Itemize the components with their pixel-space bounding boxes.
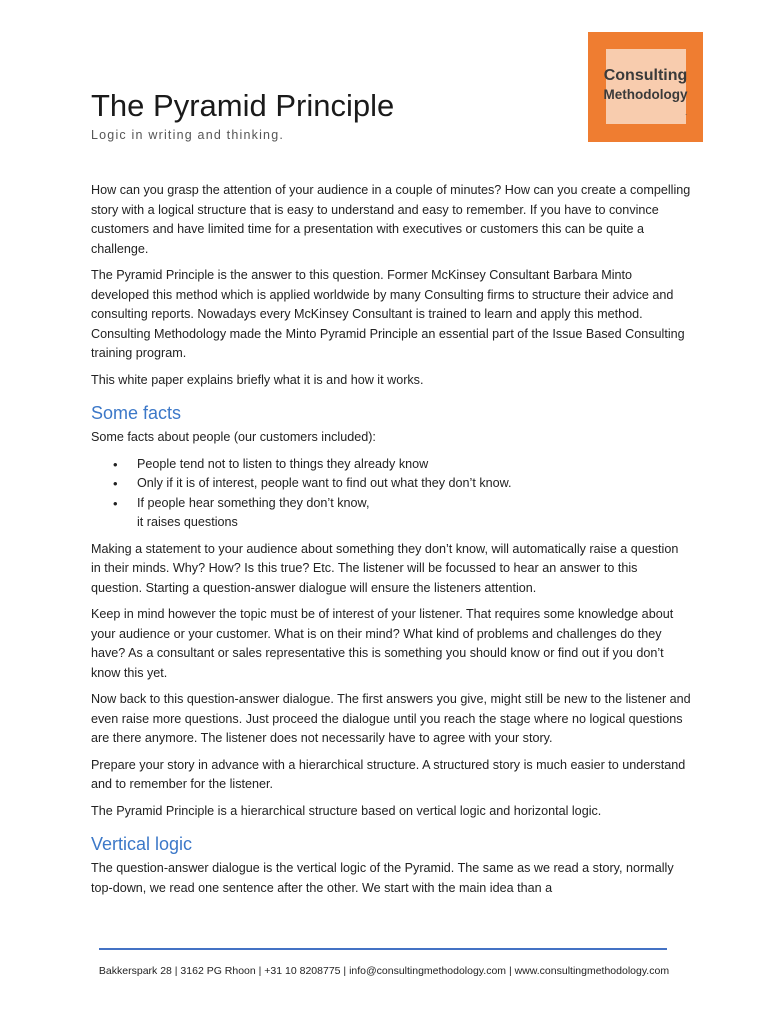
facts-paragraph-2: Keep in mind however the topic must be of interest of your listener. That requires some knowledge about your audience or your customer. What is on their mind? What kind of problems and challenges do they have? As a consultant or sales representative this is something you should know or find out if you don’t know this yet. bbox=[91, 607, 674, 680]
facts-paragraph-1: Making a statement to your audience about something they don’t know, will automatically raise a question in their minds. Why? How? Is this true? Etc. The listener will be focussed to hear an answer to this question. Starting a question-answer dialogue will ensure the listeners attention. bbox=[91, 541, 679, 595]
section-heading-some-facts: Some facts bbox=[91, 403, 182, 423]
footer-divider bbox=[99, 948, 667, 950]
intro-paragraph-2: The Pyramid Principle is the answer to this question. Former McKinsey Consultant Barbara Minto developed this method which is applied worldwide by many Consulting firms to structure their advice and consulting reports. Nowadays every McKinsey Consultant is trained to learn and apply this method. Consulting Methodology made the Minto Pyramid Principle an essential part of the Issue Based Consulting training program. bbox=[91, 268, 685, 360]
company-logo bbox=[588, 32, 703, 142]
bullet-icon: • bbox=[113, 476, 118, 491]
list-item-text: If people hear something they don’t know, bbox=[137, 495, 370, 510]
facts-list bbox=[91, 455, 691, 533]
list-item-text-continued: it raises questions bbox=[137, 515, 238, 529]
list-item bbox=[91, 474, 691, 494]
logo-dot: . bbox=[685, 108, 688, 117]
facts-paragraph-5: The Pyramid Principle is a hierarchical structure based on vertical logic and horizontal logic. bbox=[91, 803, 602, 818]
logo-text-line1: Consulting bbox=[603, 67, 688, 84]
vertical-paragraph: The question-answer dialogue is the vertical logic of the Pyramid. The same as we read a story, normally top-down, we read one sentence after the other. We start with the main idea than a bbox=[91, 861, 674, 895]
document-subtitle: Logic in writing and thinking. bbox=[91, 128, 285, 142]
section-heading-vertical-logic: Vertical logic bbox=[91, 834, 193, 854]
list-item-text: Only if it is of interest, people want to find out what they don’t know. bbox=[137, 476, 512, 490]
logo-text-line2: Methodology bbox=[603, 87, 688, 102]
facts-paragraph-4: Prepare your story in advance with a hierarchical structure. A structured story is much easier to understand and to remember for the listener. bbox=[91, 757, 686, 791]
bullet-icon: • bbox=[113, 456, 118, 472]
document-body bbox=[91, 181, 691, 905]
footer-contact: Bakkerspark 28 | 3162 PG Rhoon | +31 10 8208775 | info@consultingmethodology.com | www.consultingmethodology.com bbox=[98, 965, 670, 977]
facts-paragraph-3: Now back to this question-answer dialogue. The first answers you give, might still be new to the listener and even raise more questions. Just proceed the dialogue until you reach the stage where no logical questions are there anymore. The listener does not necessarily have to agree with your story. bbox=[91, 692, 691, 745]
bullet-icon: • bbox=[113, 495, 118, 511]
list-item-text: People tend not to listen to things they already know bbox=[137, 456, 429, 471]
list-item bbox=[91, 494, 691, 533]
intro-paragraph-3: This white paper explains briefly what it is and how it works. bbox=[91, 372, 424, 387]
facts-lead: Some facts about people (our customers included): bbox=[91, 430, 376, 444]
intro-paragraph-1: How can you grasp the attention of your audience in a couple of minutes? How can you create a compelling story with a logical structure that is easy to understand and easy to remember. If you have to convince customers and have limited time for a presentation with executives or customers this can be quite a challenge. bbox=[91, 183, 691, 256]
list-item bbox=[91, 455, 691, 475]
document-title: The Pyramid Principle bbox=[91, 88, 395, 123]
